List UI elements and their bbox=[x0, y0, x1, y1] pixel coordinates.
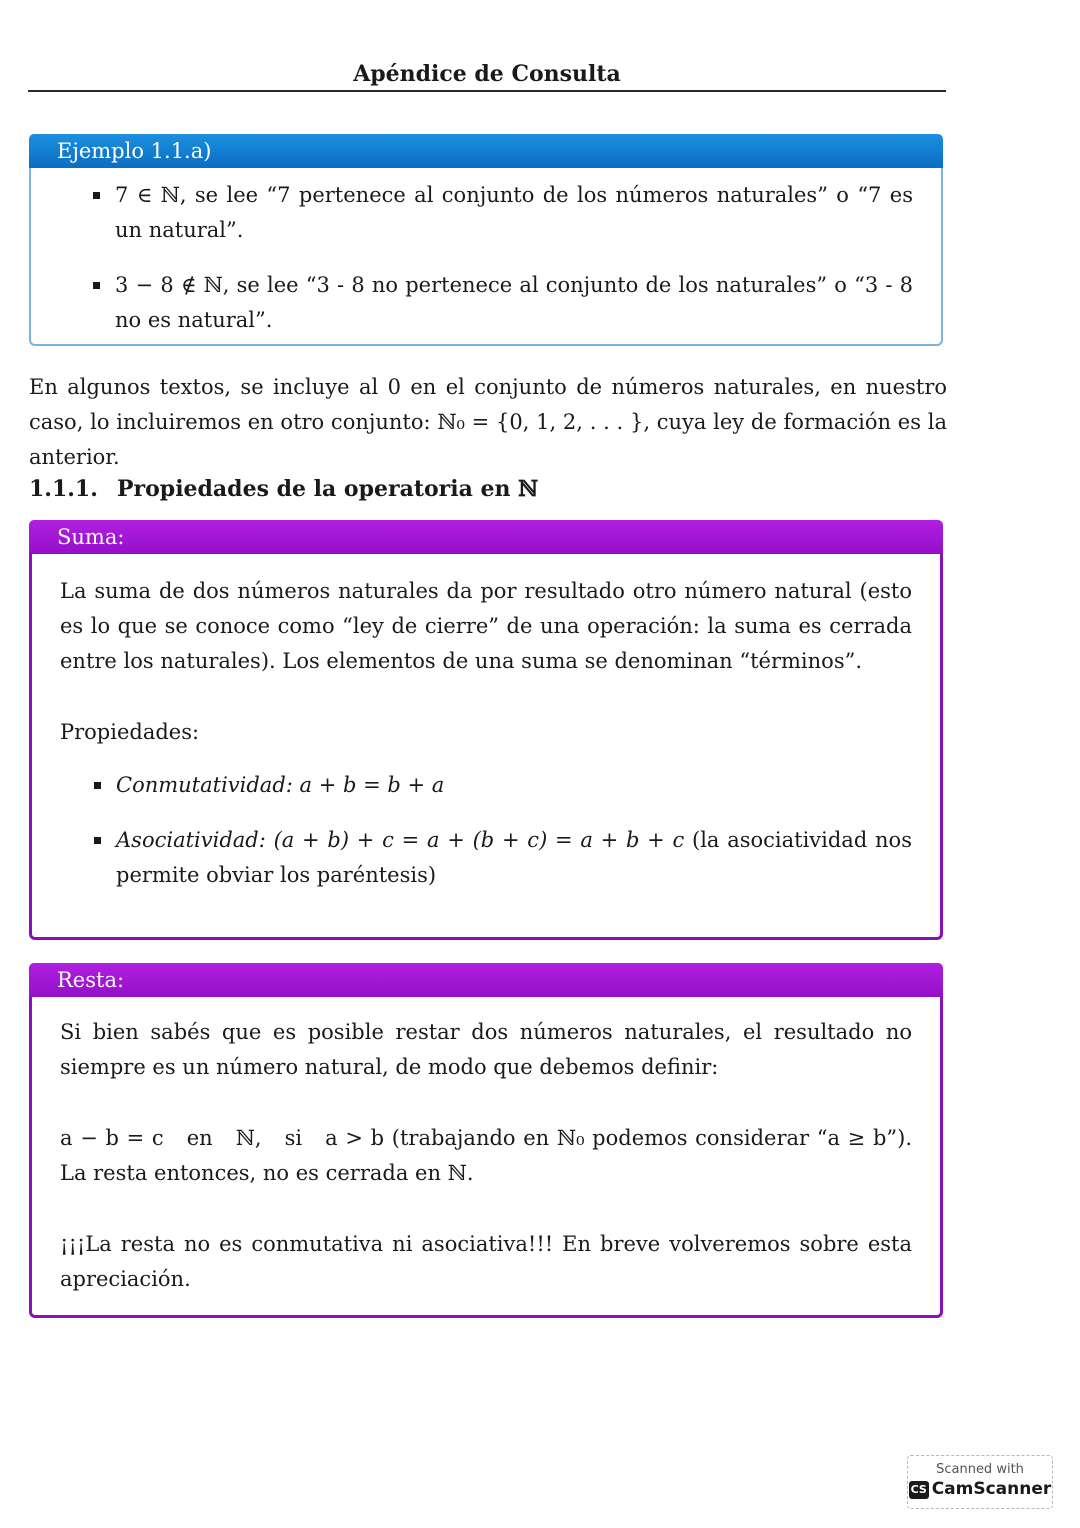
resta-paragraph-2: a − b = c en ℕ, si a > b (trabajando en ℕ₀ podemos considerar “a ≥ b”). La resta entonces, no es cerrada en ℕ. bbox=[60, 1126, 919, 1185]
resta-box bbox=[29, 963, 943, 1318]
suma-box-body bbox=[32, 554, 940, 925]
prop2-formula: (a + b) + c = a + (b + c) = a + b + c bbox=[273, 828, 685, 852]
example-box-body bbox=[31, 168, 941, 370]
prop1-label: Conmutatividad: bbox=[116, 773, 293, 797]
example-item-2: 3 − 8 ∉ ℕ, se lee “3 - 8 no pertenece al conjunto de los naturales” o “3 - 8 no es natural”. bbox=[59, 268, 913, 338]
resta-box-body bbox=[32, 997, 940, 1309]
example-item-1: 7 ∈ ℕ, se lee “7 pertenece al conjunto de los números naturales” o “7 es un natural”. bbox=[59, 178, 913, 248]
example-list bbox=[59, 178, 913, 338]
example-box bbox=[29, 134, 943, 346]
page-header: Apéndice de Consulta bbox=[28, 52, 946, 92]
prop2-label: Asociatividad: bbox=[116, 828, 266, 852]
watermark-brand bbox=[908, 1478, 1052, 1500]
intro-paragraph: En algunos textos, se incluye al 0 en el conjunto de números naturales, en nuestro caso, lo incluiremos en otro conjunto: ℕ₀ = {0, 1, 2, . . . }, cuya ley de formación es la anterior. bbox=[29, 375, 947, 469]
properties-list bbox=[60, 768, 912, 893]
resta-paragraph-1: Si bien sabés que es posible restar dos números naturales, el resultado no siempre es un número natural, de modo que debemos definir: bbox=[60, 1020, 912, 1079]
properties-label: Propiedades: bbox=[60, 720, 200, 744]
section-number: 1.1.1. bbox=[29, 476, 98, 502]
property-commutativity bbox=[60, 768, 912, 803]
resta-paragraph-3: ¡¡¡La resta no es conmutativa ni asociativa!!! En breve volveremos sobre esta apreciación. bbox=[60, 1232, 912, 1291]
watermark-line1: Scanned with bbox=[936, 1462, 1024, 1477]
prop1-formula: a + b = b + a bbox=[299, 773, 445, 797]
camscanner-watermark bbox=[907, 1455, 1053, 1509]
camscanner-icon: CS bbox=[909, 1481, 929, 1499]
prop2-note: (la asociatividad nos permite obviar los paréntesis) bbox=[116, 828, 912, 887]
property-associativity bbox=[60, 823, 912, 893]
watermark-brand-text: CamScanner bbox=[931, 1479, 1052, 1499]
example-box-title: Ejemplo 1.1.a) bbox=[29, 134, 943, 168]
suma-box bbox=[29, 520, 943, 940]
resta-box-title: Resta: bbox=[29, 963, 943, 997]
section-title: Propiedades de la operatoria en ℕ bbox=[117, 476, 539, 502]
section-heading bbox=[29, 472, 538, 507]
suma-box-title: Suma: bbox=[29, 520, 943, 554]
suma-paragraph: La suma de dos números naturales da por resultado otro número natural (esto es lo que se conoce como “ley de cierre” de una operación: la suma es cerrada entre los naturales). Los elementos de una suma se denominan “términos”. bbox=[60, 579, 912, 673]
